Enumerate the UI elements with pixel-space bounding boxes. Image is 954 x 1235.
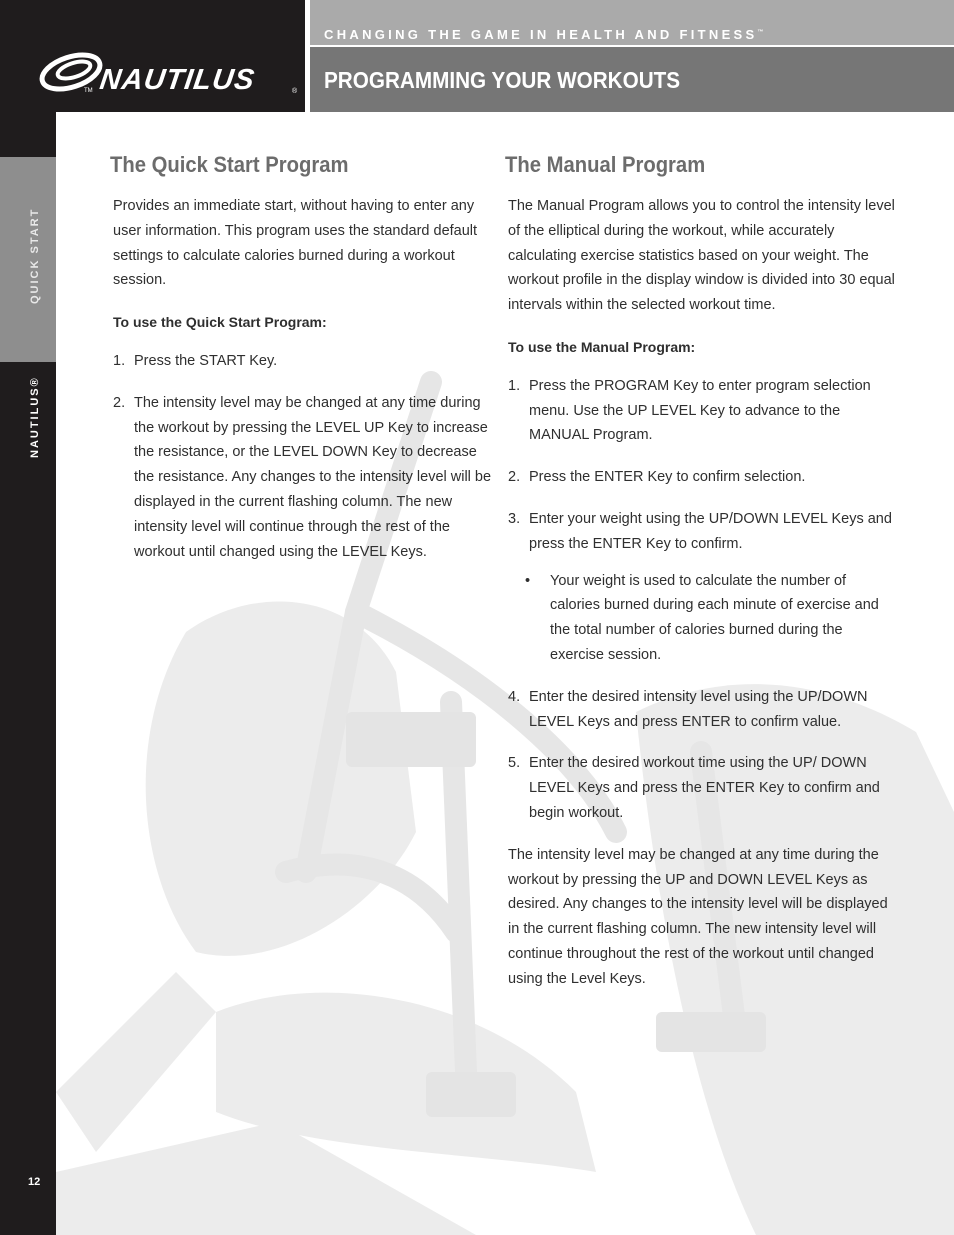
list-item: 3. Enter your weight using the UP/DOWN LEVEL Keys and press the ENTER Key to confirm. [508,510,892,552]
tagline: CHANGING THE GAME IN HEALTH AND FITNESS™ [324,27,764,42]
manual-program-intro: The Manual Program allows you to control the intensity level of the elliptical during the workout, while accurately calculating exercise statistics based on your weight. The workout profile in the display window is divided into 30 equal intervals within the selected workout time. [508,198,895,314]
sidebar-tab-quick-start [0,157,56,362]
list-item: 4. Enter the desired intensity level using the UP/DOWN LEVEL Keys and press ENTER to confirm value. [508,688,868,730]
manual-program-subheading: To use the Manual Program: [508,338,696,355]
list-item: 1. Press the PROGRAM Key to enter program selection menu. Use the UP LEVEL Key to advance to the MANUAL Program. [508,377,871,444]
brand-tm-mark: TM [84,88,93,94]
quick-start-section [110,150,495,581]
manual-program-section [505,150,900,1009]
quick-start-heading: The Quick Start Program [110,152,349,177]
page-title: PROGRAMMING YOUR WORKOUTS [324,67,681,93]
manual-program-steps [508,374,900,557]
sidebar-label-quick-start: QUICK START [29,207,41,304]
quick-start-subheading: To use the Quick Start Program: [113,314,327,331]
sidebar-label-nautilus: NAUTILUS® [29,376,41,458]
brand-registered-mark: ® [292,88,298,95]
list-item: • Your weight is used to calculate the number of calories burned during each minute of exercise and the total number of calories burned during the exercise session. [525,572,879,663]
nautilus-swoosh-icon [38,48,108,96]
manual-program-closing: The intensity level may be changed at any time during the workout by pressing the UP and DOWN LEVEL Keys as desired. Any changes to the intensity level will be displayed in the current flashing column. The new intensity level will continue throughout the rest of the workout until changed using the Level Keys. [508,846,888,987]
page-number: 12 [28,1176,41,1188]
quick-start-steps [113,349,495,564]
manual-program-steps-continued [508,685,900,826]
quick-start-intro: Provides an immediate start, without having to enter any user information. This program uses the standard default settings to calculate calories burned during a workout session. [113,198,478,289]
tagline-bar [310,0,954,45]
brand-logo-block [0,0,305,112]
sidebar [0,112,56,1235]
list-item: 2. The intensity level may be changed at any time during the workout by pressing the LEVEL UP Key to increase the resistance, or the LEVEL DOWN Key to decrease the resistance. Any changes to the intensity level will be displayed in the current flashing column. The new intensity level will continue through the rest of the workout until changed using the LEVEL Keys. [113,394,492,560]
manual-program-heading: The Manual Program [505,152,706,177]
list-item: 1. Press the START Key. [113,352,278,369]
brand-wordmark: NAUTILUS [97,64,257,96]
manual-program-bullets [523,569,900,668]
list-item: 5. Enter the desired workout time using the UP/ DOWN LEVEL Keys and press the ENTER Key to confirm and begin workout. [508,755,880,821]
page-title-bar [310,47,954,112]
list-item: 2. Press the ENTER Key to confirm selection. [508,469,806,486]
